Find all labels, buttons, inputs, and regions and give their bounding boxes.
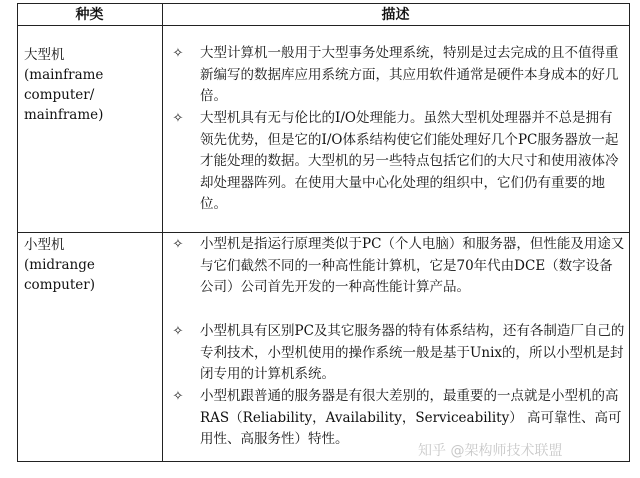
item-text: 小型机跟普通的服务器是有很大差别的，最重要的一点就是小型机的高RAS（Reliability，Availability，Serviceability） 高可靠性、高可用性、高服务性）特性。 xyxy=(200,388,622,447)
watermark: 知乎 @架构师技术联盟 xyxy=(418,443,563,459)
category-line: (midrange xyxy=(24,257,95,273)
header-description: 描述 xyxy=(381,7,410,23)
row-divider xyxy=(17,232,630,233)
category-line: 小型机 xyxy=(24,237,65,253)
diamond-bullet-icon: ✧ xyxy=(172,111,184,126)
category-line: 大型机 xyxy=(24,47,65,63)
diamond-bullet-icon: ✧ xyxy=(172,46,184,61)
table-border-left xyxy=(17,3,18,462)
list-item xyxy=(172,43,625,108)
category-line: mainframe) xyxy=(24,107,104,123)
description-table xyxy=(17,3,630,462)
category-line: computer/ xyxy=(24,87,95,103)
table-border-bottom xyxy=(17,461,630,462)
diamond-bullet-icon: ✧ xyxy=(172,389,184,404)
table-border-top xyxy=(17,3,630,4)
item-text: 大型计算机一般用于大型事务处理系统，特别是过去完成的且不值得重新编写的数据库应用系统方面，其应用软件通常是硬件本身成本的好几倍。 xyxy=(200,45,619,104)
diamond-bullet-icon: ✧ xyxy=(172,237,184,252)
category-line: (mainframe xyxy=(24,67,104,83)
category-line: computer) xyxy=(24,277,95,293)
table-border-right xyxy=(629,3,630,462)
list-item xyxy=(172,108,625,216)
list-item xyxy=(172,234,625,299)
diamond-bullet-icon: ✧ xyxy=(172,324,184,339)
list-item xyxy=(172,321,625,386)
header-category: 种类 xyxy=(75,7,104,23)
item-text: 小型机具有区别PC及其它服务器的特有体系结构，还有各制造厂自己的专利技术，小型机使用的操作系统一般是基于Unix的，所以小型机是封闭专用的计算机系统。 xyxy=(200,323,625,382)
item-text: 小型机是指运行原理类似于PC（个人电脑）和服务器，但性能及用途又与它们截然不同的一种高性能计算机，它是70年代由DCE（数字设备公司）公司首先开发的一种高性能计算产品。 xyxy=(200,236,625,295)
item-text: 大型机具有无与伦比的I/O处理能力。虽然大型机处理器并不总是拥有领先优势，但是它的I/O体系结构使它们能处理好几个PC服务器放一起才能处理的数据。大型机的另一些特点包括它们的大尺寸和使用液体冷却处理器阵列。在使用大量中心化处理的组织中，它们仍有重要的地位。 xyxy=(200,110,619,212)
header-divider xyxy=(17,25,630,26)
